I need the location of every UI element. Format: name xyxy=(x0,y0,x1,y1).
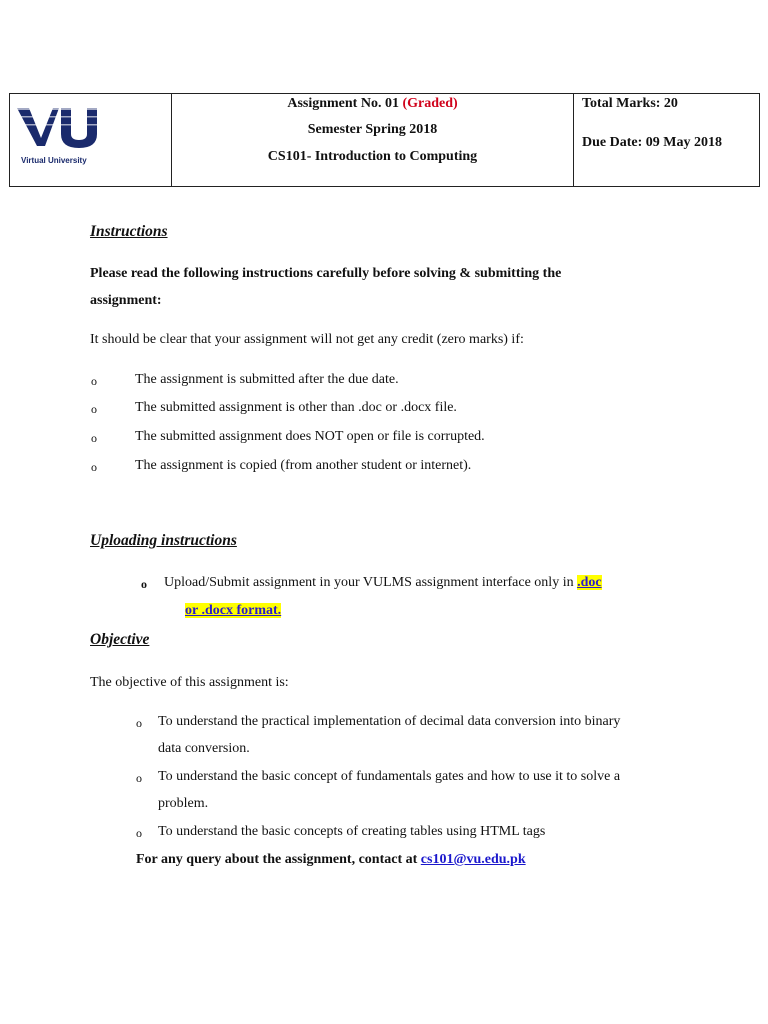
upload-instruction xyxy=(164,575,602,591)
objective-heading: Objective xyxy=(90,631,150,648)
upload-text: Upload/Submit assignment in your VULMS assignment interface only in xyxy=(164,575,574,590)
due-date: Due Date: 09 May 2018 xyxy=(582,135,722,150)
uploading-heading: Uploading instructions xyxy=(90,532,237,549)
bullet-icon: o xyxy=(91,431,97,445)
marks-cell xyxy=(574,94,760,186)
objective-intro: The objective of this assignment is: xyxy=(90,675,289,690)
doc-format-highlight: .doc xyxy=(577,575,602,590)
docx-format-highlight: or .docx format. xyxy=(185,603,282,618)
query-text: For any query about the assignment, contact at xyxy=(136,852,418,867)
upload-instruction-cont xyxy=(185,603,281,619)
instructions-heading: Instructions xyxy=(90,223,168,240)
objective-item-line2: problem. xyxy=(158,796,209,811)
vu-logo xyxy=(15,102,107,165)
instructions-intro-line2: assignment: xyxy=(90,293,162,308)
list-item: The submitted assignment does NOT open or file is corrupted. xyxy=(135,429,485,444)
logo-cell xyxy=(10,94,172,186)
bullet-icon: o xyxy=(91,460,97,474)
credit-note: It should be clear that your assignment will not get any credit (zero marks) if: xyxy=(90,332,524,347)
bullet-icon: o xyxy=(91,402,97,416)
total-marks: Total Marks: 20 xyxy=(582,96,678,111)
vu-logo-icon xyxy=(15,102,107,152)
bullet-icon: o xyxy=(91,374,97,388)
objective-item-line1: To understand the basic concepts of creating tables using HTML tags xyxy=(158,824,546,839)
objective-item-line1: To understand the basic concept of fundamentals gates and how to use it to solve a xyxy=(158,769,621,784)
assignment-number: Assignment No. 01 xyxy=(287,96,399,111)
course-label: CS101- Introduction to Computing xyxy=(267,149,478,164)
list-item: The submitted assignment is other than .doc or .docx file. xyxy=(135,400,457,415)
list-item: The assignment is copied (from another student or internet). xyxy=(135,458,472,473)
bullet-icon: o xyxy=(141,577,147,591)
bullet-icon: o xyxy=(136,716,142,730)
header-table xyxy=(9,93,760,187)
graded-label: (Graded) xyxy=(402,96,458,111)
list-item: The assignment is submitted after the due date. xyxy=(135,372,399,387)
objective-item-line2: data conversion. xyxy=(158,741,250,756)
bullet-icon: o xyxy=(136,771,142,785)
objective-item-line1: To understand the practical implementation of decimal data conversion into binary xyxy=(158,714,621,729)
logo-caption: Virtual University xyxy=(21,156,87,165)
contact-line xyxy=(136,852,526,868)
instructions-intro-line1: Please read the following instructions carefully before solving & submitting the xyxy=(90,266,562,281)
contact-email-link[interactable]: cs101@vu.edu.pk xyxy=(420,852,526,867)
bullet-icon: o xyxy=(136,826,142,840)
semester-label: Semester Spring 2018 xyxy=(307,122,438,137)
assignment-title xyxy=(172,96,573,112)
assignment-info-cell xyxy=(172,94,574,186)
